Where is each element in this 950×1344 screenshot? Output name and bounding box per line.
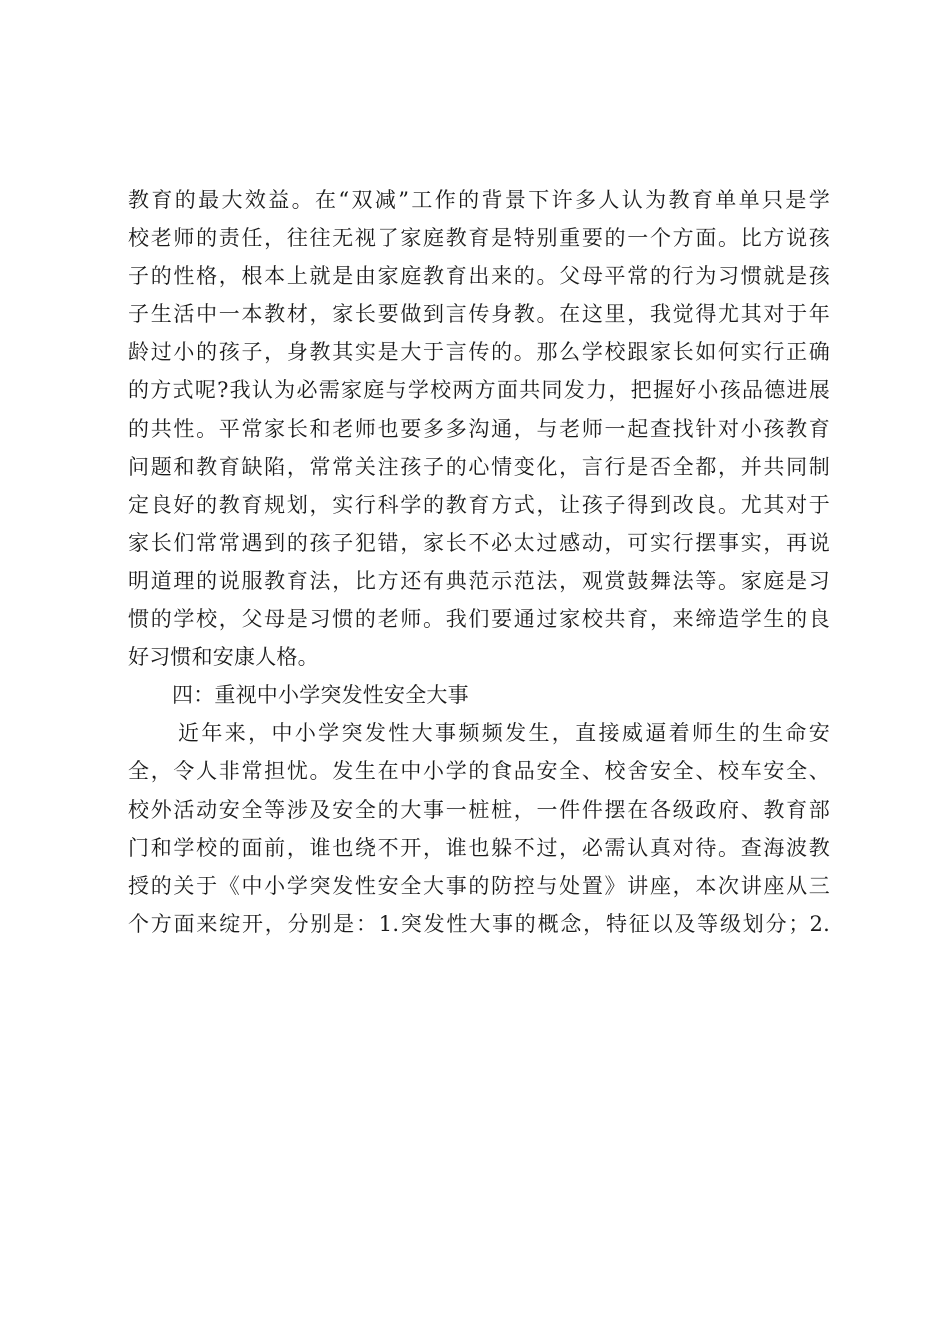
- text-line: 问题和教育缺陷，常常关注孩子的心情变化，言行是否全都，并共同制: [128, 454, 830, 479]
- text-line: 教育的最大效益。在“双减”工作的背景下许多人认为教育单单只是学: [128, 188, 830, 212]
- text-line: 个方面来绽开，分别是：1.突发性大事的概念，特征以及等级划分；2.: [128, 911, 830, 936]
- paragraph-safety-incidents: [128, 714, 830, 943]
- text-line: 子生活中一本教材，家长要做到言传身教。在这里，我觉得尤其对于年: [128, 302, 830, 327]
- text-line: 子的性格，根本上就是由家庭教育出来的。父母平常的行为习惯就是孩: [128, 264, 830, 289]
- text-line: 近年来，中小学突发性大事频频发生，直接威逼着师生的生命安: [178, 721, 830, 746]
- text-line: 家长们常常遇到的孩子犯错，家长不必太过感动，可实行摆事实，再说: [128, 530, 830, 555]
- document-body: [128, 181, 830, 943]
- text-line: 定良好的教育规划，实行科学的教育方式，让孩子得到改良。尤其对于: [128, 492, 830, 517]
- text-line: 的共性。平常家长和老师也要多多沟通，与老师一起查找针对小孩教育: [128, 416, 830, 441]
- text-line: 校老师的责任，往往无视了家庭教育是特别重要的一个方面。比方说孩: [128, 226, 830, 251]
- text-line: 好习惯和安康人格。: [128, 645, 319, 670]
- text-line: 龄过小的孩子，身教其实是大于言传的。那么学校跟家长如何实行正确: [128, 340, 830, 365]
- text-line: 授的关于《中小学突发性安全大事的防控与处置》讲座，本次讲座从三: [128, 873, 830, 898]
- text-line: 的方式呢?我认为必需家庭与学校两方面共同发力，把握好小孩品德进展: [128, 378, 830, 403]
- text-line: 校外活动安全等涉及安全的大事一桩桩，一件件摆在各级政府、教育部: [128, 797, 830, 822]
- text-line: 惯的学校，父母是习惯的老师。我们要通过家校共育，来缔造学生的良: [128, 607, 830, 632]
- text-line: 明道理的说服教育法，比方还有典范示范法，观赏鼓舞法等。家庭是习: [128, 568, 830, 593]
- section-heading: 四：重视中小学突发性安全大事: [172, 683, 469, 708]
- paragraph-family-education: [128, 181, 830, 676]
- text-line: 门和学校的面前，谁也绕不开，谁也躲不过，必需认真对待。查海波教: [128, 835, 830, 860]
- text-line: 全，令人非常担忧。发生在中小学的食品安全、校舍安全、校车安全、: [128, 759, 830, 784]
